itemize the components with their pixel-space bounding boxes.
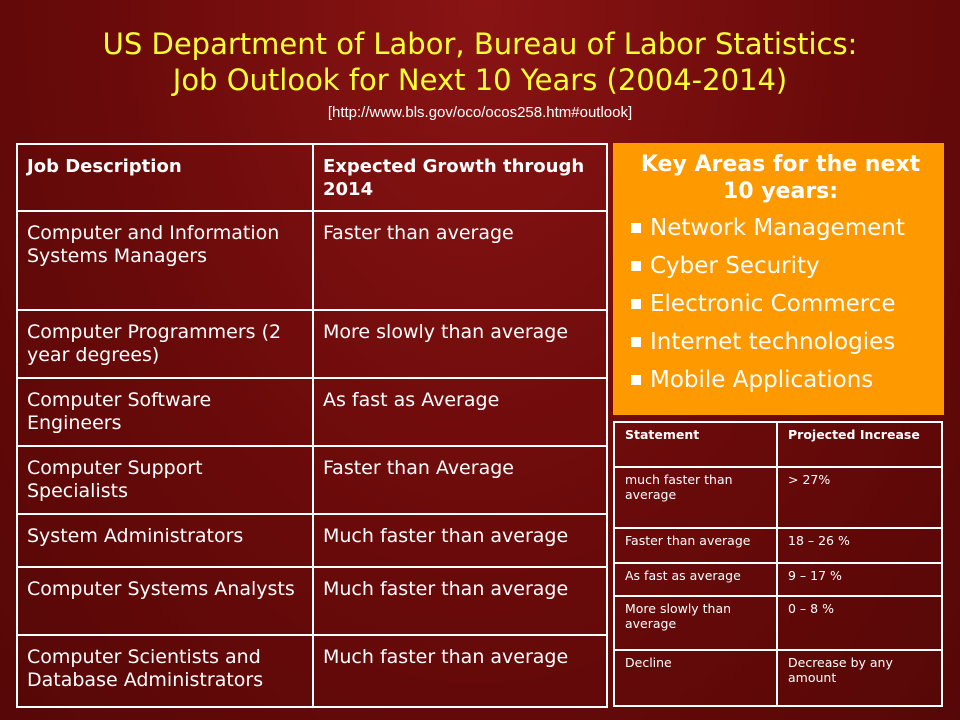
growth-cell: More slowly than average xyxy=(313,310,607,378)
table-row xyxy=(17,567,607,635)
increase-cell: > 27% xyxy=(777,467,942,528)
table-header-row xyxy=(614,422,942,467)
key-areas-title: Key Areas for the next 10 years: xyxy=(640,152,921,204)
projection-table xyxy=(613,421,943,707)
slide-title xyxy=(0,26,960,98)
increase-cell: Decrease by any amount xyxy=(777,650,942,706)
key-area-item xyxy=(627,329,934,355)
statement-cell: much faster than average xyxy=(614,467,777,528)
title-line-1: US Department of Labor, Bureau of Labor Statistics: xyxy=(102,27,858,61)
growth-cell: Much faster than average xyxy=(313,635,607,707)
square-bullet-icon xyxy=(631,375,641,385)
key-area-label: Mobile Applications xyxy=(650,367,874,393)
header-projected-increase: Projected Increase xyxy=(777,422,942,467)
header-expected-growth: Expected Growth through 2014 xyxy=(313,144,607,211)
job-cell: Computer Software Engineers xyxy=(17,378,313,446)
table-header-row xyxy=(17,144,607,211)
key-areas-list xyxy=(627,215,934,393)
statement-cell: Decline xyxy=(614,650,777,706)
key-area-item xyxy=(627,253,934,279)
growth-cell: Faster than average xyxy=(313,211,607,310)
statement-cell: As fast as average xyxy=(614,563,777,596)
key-area-label: Cyber Security xyxy=(650,253,820,279)
table-row xyxy=(614,528,942,563)
square-bullet-icon xyxy=(631,299,641,309)
job-outlook-table xyxy=(16,143,608,708)
job-cell: Computer Support Specialists xyxy=(17,446,313,514)
job-cell: Computer Programmers (2 year degrees) xyxy=(17,310,313,378)
source-url: [http://www.bls.gov/oco/ocos258.htm#outlook] xyxy=(327,104,633,121)
key-area-item xyxy=(627,291,934,317)
key-area-label: Network Management xyxy=(650,215,905,241)
table-row xyxy=(614,467,942,528)
job-cell: Computer and Information Systems Managers xyxy=(17,211,313,310)
table-row xyxy=(614,563,942,596)
statement-cell: Faster than average xyxy=(614,528,777,563)
growth-cell: Much faster than average xyxy=(313,514,607,567)
table-row xyxy=(17,514,607,567)
key-area-label: Electronic Commerce xyxy=(650,291,896,317)
table-row xyxy=(17,378,607,446)
table-row xyxy=(17,310,607,378)
header-job-description: Job Description xyxy=(17,144,313,211)
square-bullet-icon xyxy=(631,223,641,233)
header-statement: Statement xyxy=(614,422,777,467)
key-area-label: Internet technologies xyxy=(650,329,896,355)
job-cell: Computer Systems Analysts xyxy=(17,567,313,635)
square-bullet-icon xyxy=(631,261,641,271)
key-area-item xyxy=(627,367,934,393)
increase-cell: 0 – 8 % xyxy=(777,596,942,650)
title-line-2: Job Outlook for Next 10 Years (2004-2014) xyxy=(172,63,788,97)
increase-cell: 18 – 26 % xyxy=(777,528,942,563)
table-row xyxy=(614,650,942,706)
square-bullet-icon xyxy=(631,337,641,347)
key-areas-box xyxy=(613,143,944,415)
growth-cell: Much faster than average xyxy=(313,567,607,635)
table-row xyxy=(614,596,942,650)
growth-cell: Faster than Average xyxy=(313,446,607,514)
growth-cell: As fast as Average xyxy=(313,378,607,446)
table-row xyxy=(17,446,607,514)
table-row xyxy=(17,635,607,707)
key-area-item xyxy=(627,215,934,241)
increase-cell: 9 – 17 % xyxy=(777,563,942,596)
statement-cell: More slowly than average xyxy=(614,596,777,650)
job-cell: System Administrators xyxy=(17,514,313,567)
job-cell: Computer Scientists and Database Administrators xyxy=(17,635,313,707)
table-row xyxy=(17,211,607,310)
